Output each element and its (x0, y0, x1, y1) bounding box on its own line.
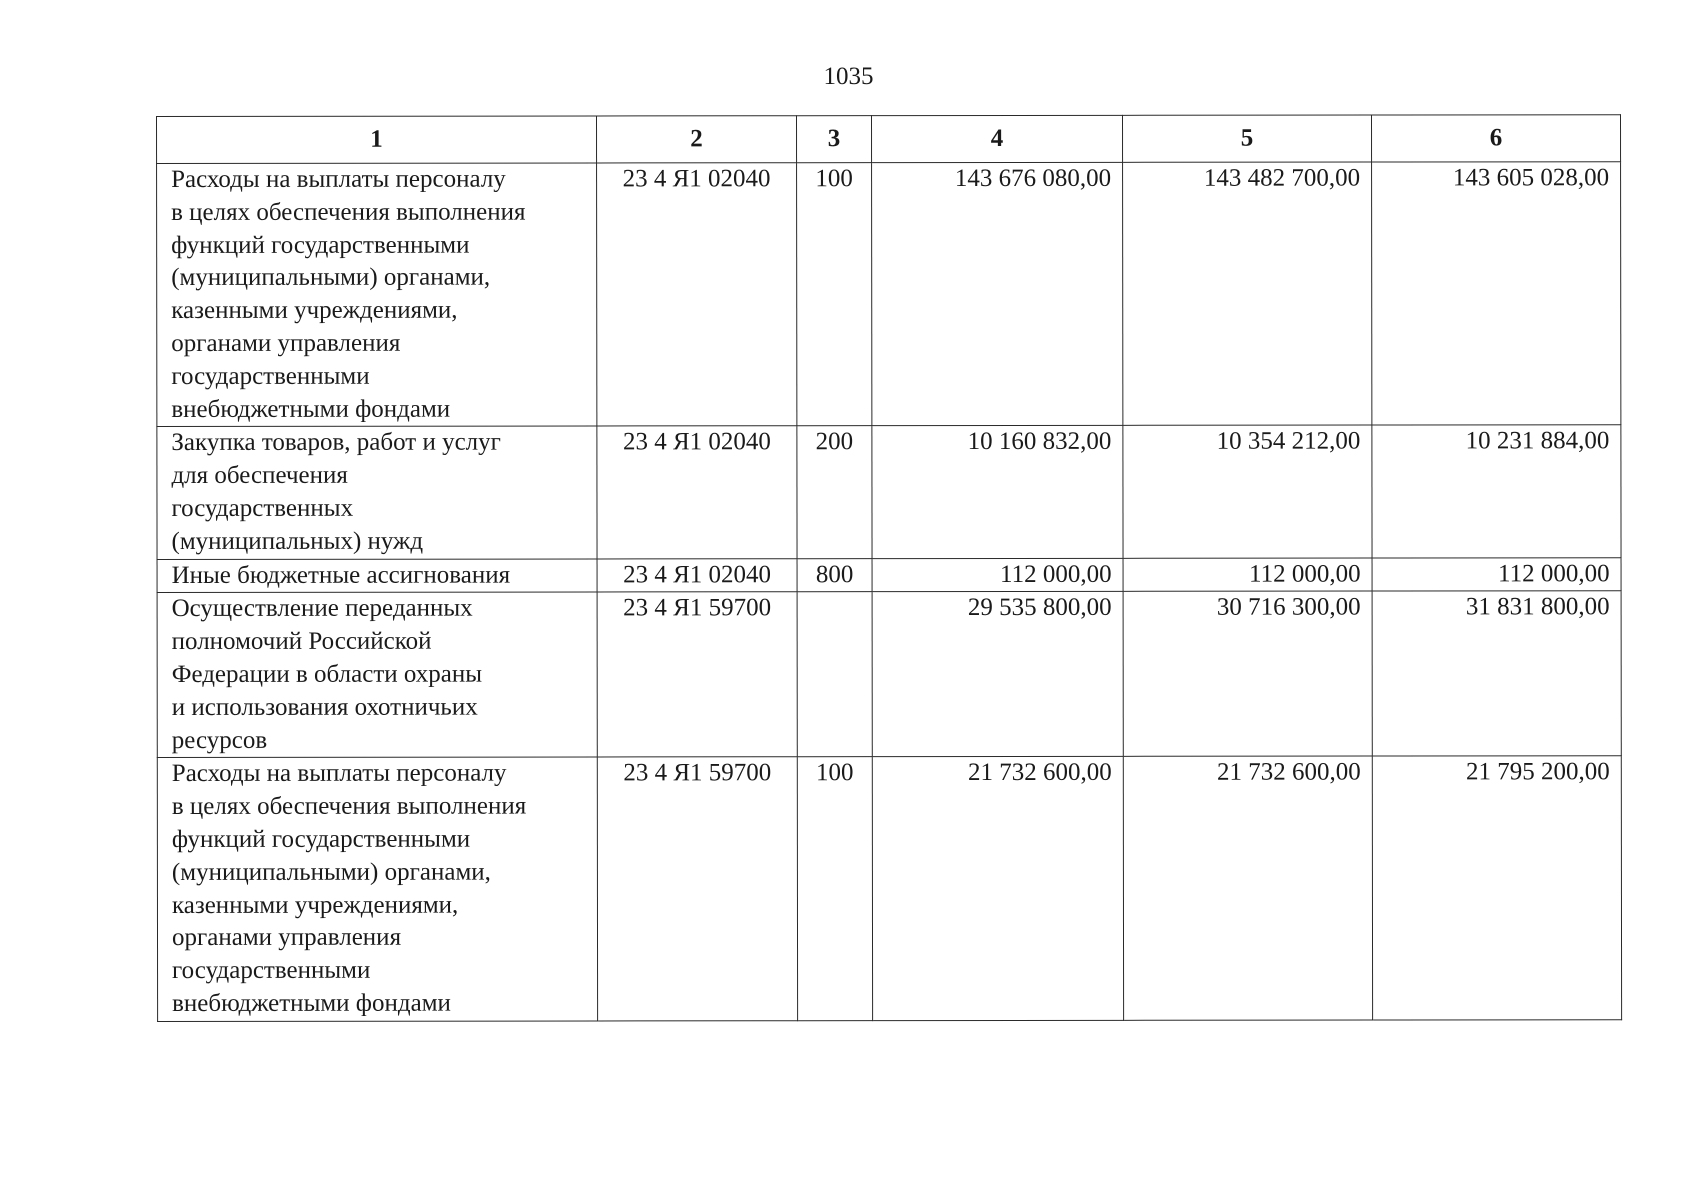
expense-name-line: Расходы на выплаты персоналу (171, 165, 506, 193)
expense-type-code-cell: 100 (797, 757, 872, 1020)
column-header-1: 1 (157, 116, 597, 164)
amount-col4-cell: 143 676 080,00 (872, 162, 1123, 426)
expense-name-line: полномочий Российской (171, 627, 432, 656)
amount-col6-cell: 31 831 800,00 (1372, 591, 1621, 756)
expense-name-line: Федерации в области охраны (171, 660, 483, 688)
amount-col6-cell: 112 000,00 (1372, 557, 1621, 591)
table-row (157, 162, 1621, 427)
target-article-code-cell: 23 4 Я1 02040 (597, 558, 797, 592)
expense-name-cell (157, 426, 597, 559)
column-header-2: 2 (597, 116, 797, 163)
expense-name-cell (157, 592, 597, 758)
expense-name-line: казенными учреждениями, (171, 891, 459, 919)
table-row (157, 557, 1621, 593)
expense-name-line: функций государственными (171, 231, 470, 259)
expense-type-code-cell: 800 (797, 558, 872, 592)
amount-col4-cell: 10 160 832,00 (872, 426, 1123, 558)
column-header-6: 6 (1371, 115, 1620, 162)
table-row (157, 425, 1621, 559)
expense-type-code-cell: 200 (797, 426, 872, 558)
expense-name-line: Расходы на выплаты персоналу (171, 759, 507, 788)
expense-name-line: (муниципальными) органами, (171, 263, 491, 292)
expense-name-line: (муниципальными) органами, (171, 858, 491, 886)
expense-name-cell (157, 757, 597, 1021)
amount-col4-cell: 29 535 800,00 (872, 592, 1123, 757)
expense-name-line: государственными (172, 956, 371, 985)
target-article-code-cell: 23 4 Я1 59700 (597, 757, 797, 1021)
amount-col5-cell: 143 482 700,00 (1123, 162, 1372, 426)
table-row (157, 756, 1621, 1021)
expense-name-line: казенными учреждениями, (171, 296, 458, 325)
amount-col4-cell: 21 732 600,00 (872, 757, 1123, 1021)
amount-col5-cell: 21 732 600,00 (1123, 756, 1372, 1020)
expense-name-line: (муниципальных) нужд (171, 527, 424, 555)
expense-name-line: внебюджетными фондами (172, 989, 451, 1017)
amount-col6-cell: 10 231 884,00 (1372, 425, 1621, 557)
target-article-code-cell: 23 4 Я1 02040 (597, 163, 797, 427)
expense-name-line: для обеспечения (171, 461, 348, 490)
table-body (157, 162, 1622, 1022)
target-article-code-cell: 23 4 Я1 02040 (597, 426, 797, 558)
amount-col6-cell: 143 605 028,00 (1372, 162, 1621, 426)
expense-name-cell (157, 559, 597, 593)
amount-col5-cell: 112 000,00 (1123, 558, 1372, 592)
expense-name-line: в целях обеспечения выполнения (171, 792, 527, 821)
table-header-row (157, 115, 1621, 164)
expense-name-line: внебюджетными фондами (171, 395, 451, 423)
column-header-5: 5 (1122, 115, 1371, 162)
amount-col5-cell: 30 716 300,00 (1123, 591, 1372, 756)
expense-name-line: органами управления (171, 329, 401, 357)
expense-name-line: ресурсов (171, 726, 268, 754)
column-header-3: 3 (797, 116, 872, 163)
expense-name-line: и использования охотничьих (171, 693, 478, 721)
target-article-code-cell: 23 4 Я1 59700 (597, 592, 797, 757)
page-number: 1035 (823, 63, 874, 90)
expense-name-line: в целях обеспечения выполнения (171, 198, 526, 226)
table-row (157, 591, 1621, 758)
expense-name-line: Осуществление переданных (171, 594, 473, 623)
expense-type-code-cell (797, 592, 872, 757)
expense-type-code-cell: 100 (797, 163, 872, 426)
amount-col4-cell: 112 000,00 (872, 558, 1123, 592)
expense-name-line: функций государственными (171, 825, 471, 853)
column-header-4: 4 (872, 115, 1123, 162)
amount-col5-cell: 10 354 212,00 (1123, 425, 1372, 557)
expense-name-cell (157, 163, 597, 427)
expense-name-line: государственных (171, 494, 354, 522)
expense-name-line: Закупка товаров, работ и услуг (171, 428, 501, 457)
budget-table (156, 114, 1622, 1022)
amount-col6-cell: 21 795 200,00 (1372, 756, 1621, 1020)
expense-name-line: органами управления (171, 924, 402, 952)
expense-name-line: государственными (171, 362, 370, 390)
expense-name-line: Иные бюджетные ассигнования (171, 561, 511, 589)
